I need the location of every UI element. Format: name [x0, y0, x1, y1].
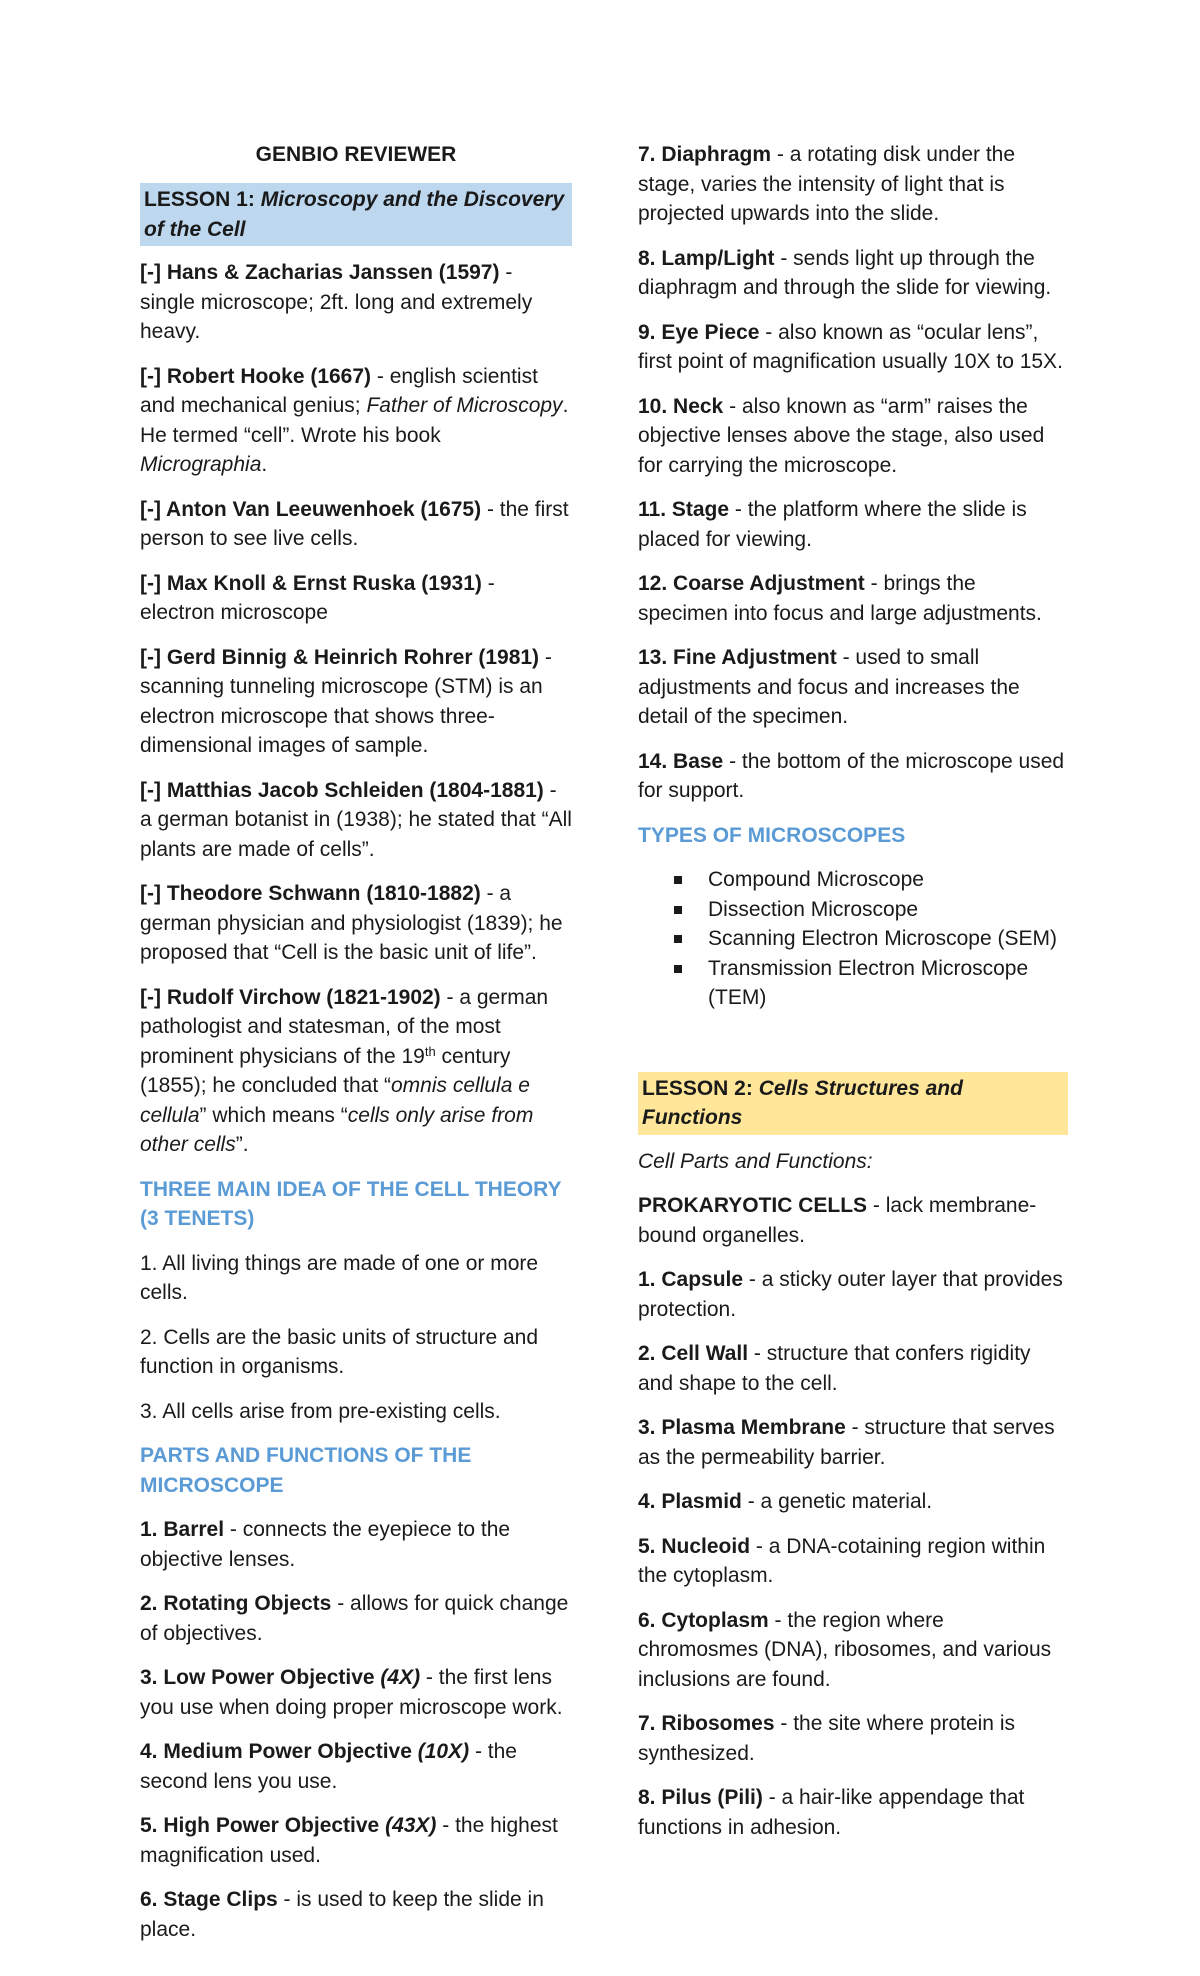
cell-theory-tenet: 3. All cells arise from pre-existing cells. — [140, 1399, 501, 1423]
document-title: GENBIO REVIEWER — [255, 143, 457, 166]
left-column — [140, 140, 572, 1959]
list-item: Compound Microscope — [670, 865, 1068, 895]
list-item: Scanning Electron Microscope (SEM) — [670, 924, 1068, 954]
microscope-part: 3. Low Power Objective (4X) - the first lens you use when doing proper microscope work. — [140, 1666, 563, 1719]
microscope-parts-heading: PARTS AND FUNCTIONS OF THE MICROSCOPE — [140, 1444, 472, 1497]
prokaryotic-definition: PROKARYOTIC CELLS - lack membrane-bound organelles. — [638, 1194, 1037, 1247]
cell-theory-tenet: 2. Cells are the basic units of structure and function in organisms. — [140, 1325, 539, 1378]
prokaryotic-part: 3. Plasma Membrane - structure that serves as the permeability barrier. — [638, 1416, 1055, 1469]
microscope-part: 6. Stage Clips - is used to keep the slide in place. — [140, 1888, 544, 1941]
microscope-types-list — [638, 865, 1068, 1013]
microscope-part: 11. Stage - the platform where the slide is placed for viewing. — [638, 498, 1027, 551]
microscope-part: 14. Base - the bottom of the microscope used for support. — [638, 749, 1065, 802]
list-item: Dissection Microscope — [670, 895, 1068, 925]
microscope-part: 5. High Power Objective (43X) - the highest magnification used. — [140, 1814, 558, 1867]
scientist-entry: [-] Max Knoll & Ernst Ruska (1931) - electron microscope — [140, 571, 495, 624]
prokaryotic-part: 4. Plasmid - a genetic material. — [638, 1490, 933, 1513]
lesson-2-heading: LESSON 2: Cells Structures and Functions — [638, 1072, 1068, 1135]
microscope-part: 1. Barrel - connects the eyepiece to the objective lenses. — [140, 1518, 511, 1571]
prokaryotic-part: 8. Pilus (Pili) - a hair-like appendage that functions in adhesion. — [638, 1786, 1025, 1839]
microscope-part: 4. Medium Power Objective (10X) - the second lens you use. — [140, 1740, 517, 1793]
scientist-entry: [-] Hans & Zacharias Janssen (1597) - single microscope; 2ft. long and extremely heavy. — [140, 261, 533, 343]
scientist-entry: [-] Theodore Schwann (1810-1882) - a german physician and physiologist (1839); he proposed that “Cell is the basic unit of life”. — [140, 882, 563, 964]
cell-theory-heading: THREE MAIN IDEA OF THE CELL THEORY (3 TENETS) — [140, 1177, 562, 1230]
microscope-part: 8. Lamp/Light - sends light up through the diaphragm and through the slide for viewing. — [638, 246, 1052, 299]
list-item: Transmission Electron Microscope (TEM) — [670, 954, 1068, 1013]
microscope-part: 2. Rotating Objects - allows for quick change of objectives. — [140, 1592, 569, 1645]
prokaryotic-part: 1. Capsule - a sticky outer layer that provides protection. — [638, 1268, 1063, 1321]
scientist-entry: [-] Matthias Jacob Schleiden (1804-1881) - a german botanist in (1938); he stated that “All plants are made of cells”. — [140, 778, 572, 861]
scientist-entry: [-] Rudolf Virchow (1821-1902) - a german pathologist and statesman, of the most prominent physicians of the 19th century (1855); he concluded that “omnis cellula e cellula” which means “cells only arise from other cells”. — [140, 985, 549, 1156]
scientist-entry: [-] Robert Hooke (1667) - english scientist and mechanical genius; Father of Microscopy. He termed “cell”. Wrote his book Micrographia. — [140, 364, 569, 476]
right-column — [638, 140, 1068, 1857]
cell-parts-label: Cell Parts and Functions: — [638, 1149, 873, 1173]
section-spacer — [638, 1028, 1068, 1072]
microscope-part: 9. Eye Piece - also known as “ocular lens”, first point of magnification usually 10X to 15X. — [638, 320, 1063, 373]
microscope-part: 10. Neck - also known as “arm” raises the objective lenses above the stage, also used for carrying the microscope. — [638, 394, 1045, 477]
lesson-1-heading: LESSON 1: Microscopy and the Discovery of the Cell — [140, 183, 572, 246]
prokaryotic-part: 5. Nucleoid - a DNA-cotaining region within the cytoplasm. — [638, 1534, 1046, 1587]
prokaryotic-part: 2. Cell Wall - structure that confers rigidity and shape to the cell. — [638, 1342, 1031, 1395]
prokaryotic-part: 7. Ribosomes - the site where protein is synthesized. — [638, 1712, 1015, 1765]
prokaryotic-part: 6. Cytoplasm - the region where chromosmes (DNA), ribosomes, and various inclusions are found. — [638, 1608, 1052, 1691]
cell-theory-tenet: 1. All living things are made of one or more cells. — [140, 1251, 539, 1304]
microscope-part: 12. Coarse Adjustment - brings the specimen into focus and large adjustments. — [638, 572, 1042, 625]
microscope-types-heading: TYPES OF MICROSCOPES — [638, 823, 906, 847]
microscope-part: 13. Fine Adjustment - used to small adjustments and focus and increases the detail of the specimen. — [638, 646, 1020, 728]
scientist-entry: [-] Gerd Binnig & Heinrich Rohrer (1981) - scanning tunneling microscope (STM) is an electron microscope that shows three-dimensional images of sample. — [140, 645, 552, 757]
microscope-part: 7. Diaphragm - a rotating disk under the stage, varies the intensity of light that is projected upwards into the slide. — [638, 143, 1016, 225]
scientist-entry: [-] Anton Van Leeuwenhoek (1675) - the first person to see live cells. — [140, 497, 569, 550]
